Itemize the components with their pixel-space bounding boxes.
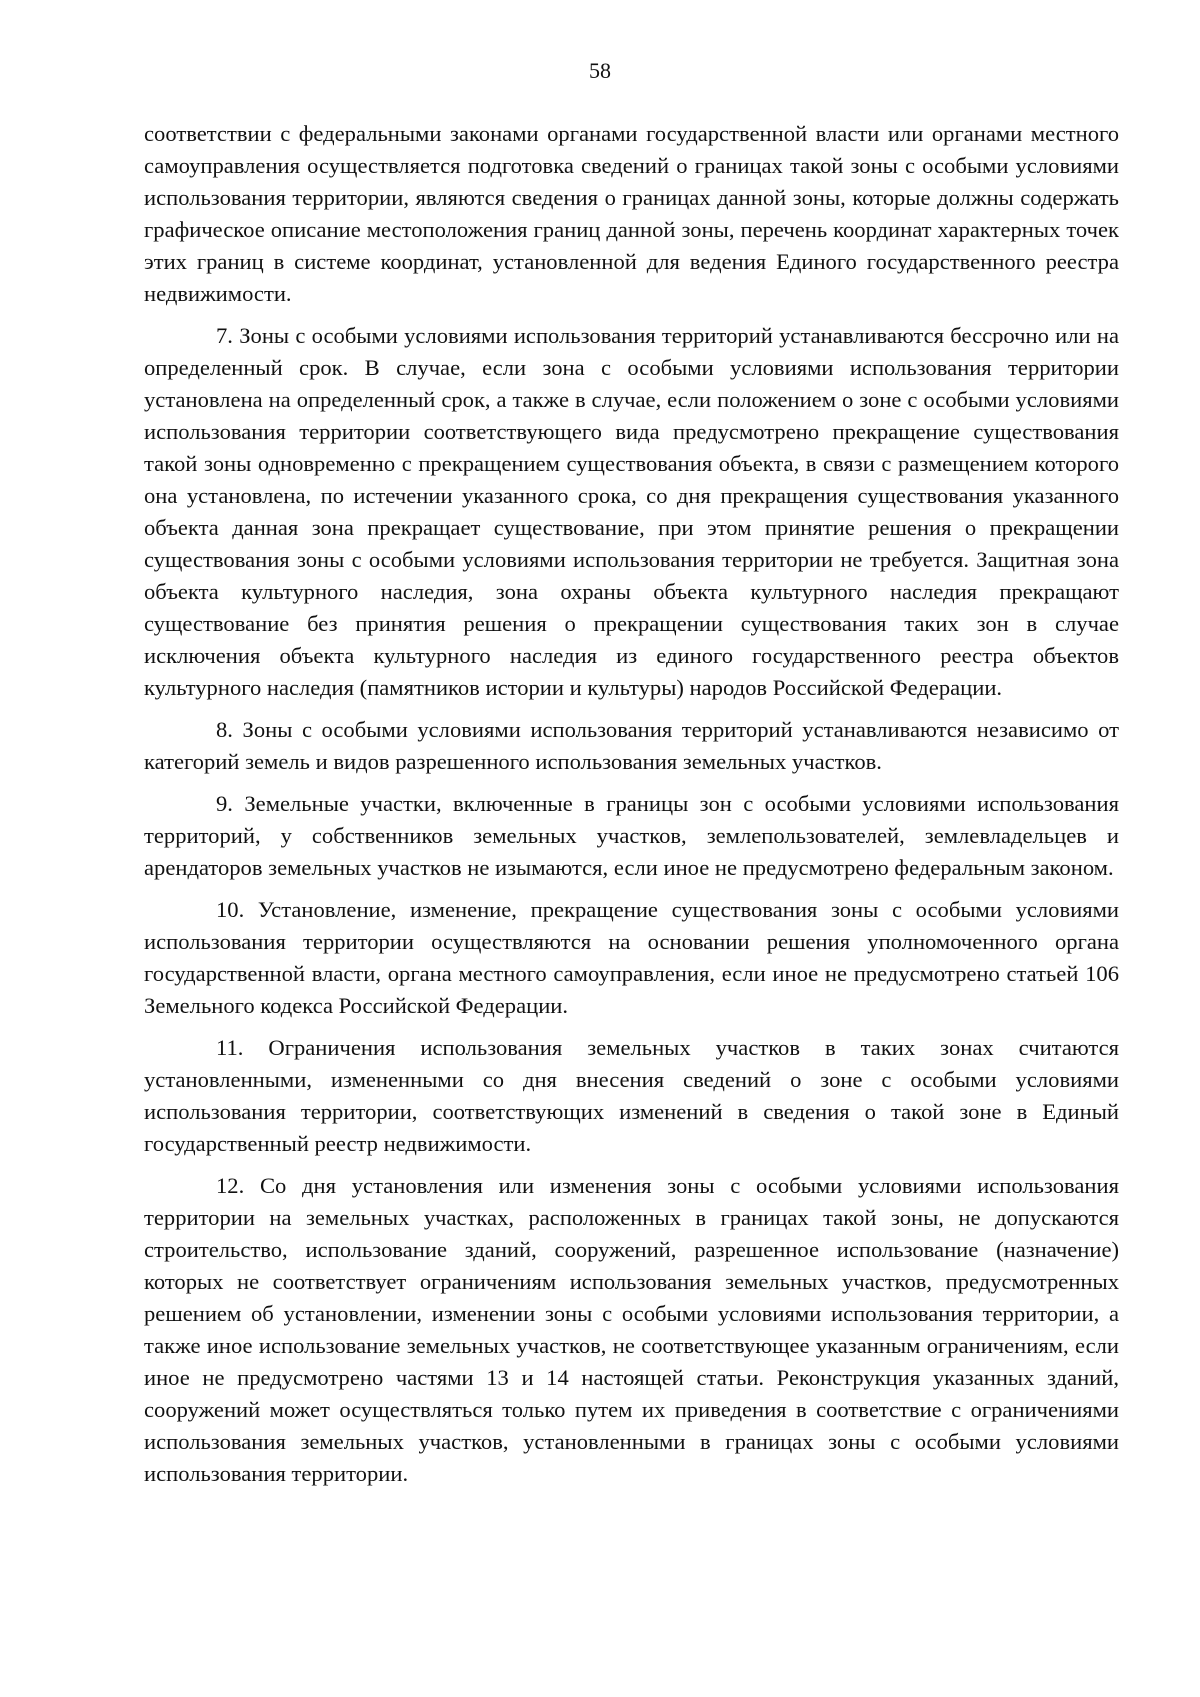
- page-number: 58: [589, 58, 611, 83]
- paragraph-item-7: 7. Зоны с особыми условиями использования территорий устанавливаются бессрочно или на определенный срок. В случае, если зона с особыми условиями использования территории установлена на определенный срок, а также в случае, если положением о зоне с особыми условиями использования территории соответствующего вида предусмотрено прекращение существования такой зоны одновременно с прекращением существования объекта, в связи с размещением которого она установлена, по истечении указанного срока, со дня прекращения существования указанного объекта данная зона прекращает существование, при этом принятие решения о прекращении существования зоны с особыми условиями использования территории не требуется. Защитная зона объекта культурного наследия, зона охраны объекта культурного наследия прекращают существование без принятия решения о прекращении существования таких зон в случае исключения объекта культурного наследия из единого государственного реестра объектов культурного наследия (памятников истории и культуры) народов Российской Федерации.: [144, 323, 1119, 700]
- paragraph-item-9: 9. Земельные участки, включенные в границы зон с особыми условиями использования территорий, у собственников земельных участков, землепользователей, землевладельцев и арендаторов земельных участков не изымаются, если иное не предусмотрено федеральным законом.: [144, 791, 1119, 880]
- paragraph-item-10: 10. Установление, изменение, прекращение существования зоны с особыми условиями использования территории осуществляются на основании решения уполномоченного органа государственной власти, органа местного самоуправления, если иное не предусмотрено статьей 106 Земельного кодекса Российской Федерации.: [144, 897, 1119, 1018]
- paragraph-continuation: соответствии с федеральными законами органами государственной власти или органами местного самоуправления осуществляется подготовка сведений о границах такой зоны с особыми условиями использования территории, являются сведения о границах данной зоны, которые должны содержать графическое описание местоположения границ данной зоны, перечень координат характерных точек этих границ в системе координат, установленной для ведения Единого государственного реестра недвижимости.: [144, 121, 1119, 306]
- paragraph-item-12: 12. Со дня установления или изменения зоны с особыми условиями использования территории на земельных участках, расположенных в границах такой зоны, не допускаются строительство, использование зданий, сооружений, разрешенное использование (назначение) которых не соответствует ограничениям использования земельных участков, предусмотренных решением об установлении, изменении зоны с особыми условиями использования территории, а также иное использование земельных участков, не соответствующее указанным ограничениям, если иное не предусмотрено частями 13 и 14 настоящей статьи. Реконструкция указанных зданий, сооружений может осуществляться только путем их приведения в соответствие с ограничениями использования земельных участков, установленными в границах зоны с особыми условиями использования территории.: [144, 1173, 1119, 1486]
- document-body: [144, 118, 1119, 1500]
- paragraph-item-8: 8. Зоны с особыми условиями использования территорий устанавливаются независимо от категорий земель и видов разрешенного использования земельных участков.: [144, 717, 1119, 774]
- paragraph-item-11: 11. Ограничения использования земельных участков в таких зонах считаются установленными, измененными со дня внесения сведений о зоне с особыми условиями использования территории, соответствующих изменений в сведения о такой зоне в Единый государственный реестр недвижимости.: [144, 1035, 1119, 1156]
